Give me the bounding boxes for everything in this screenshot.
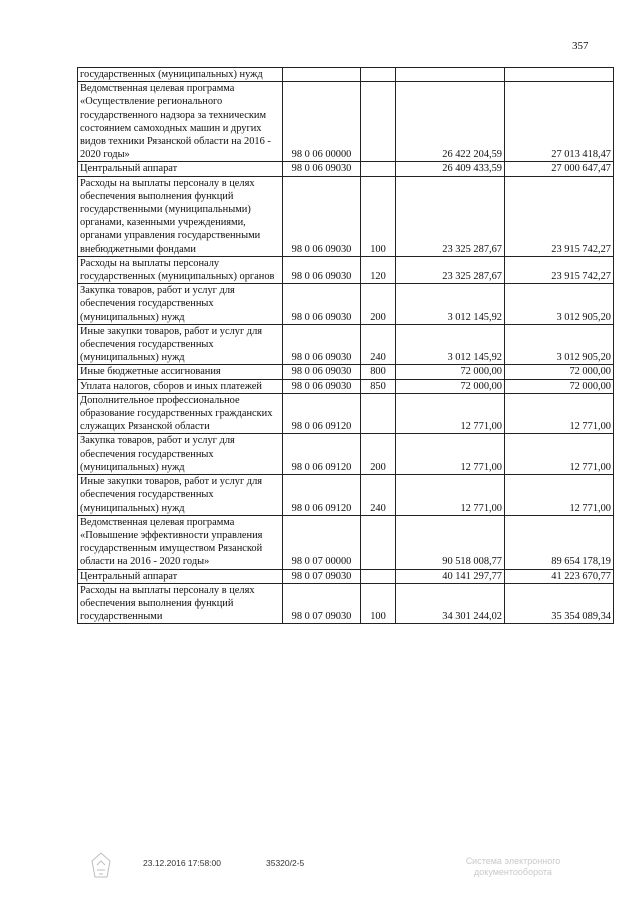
row-amount-2018: 23 915 742,27 xyxy=(505,256,614,283)
row-amount-2018: 23 915 742,27 xyxy=(505,176,614,256)
row-expense-type: 240 xyxy=(361,475,396,516)
table-row xyxy=(78,515,614,569)
watermark: Система электронного документооборота xyxy=(465,856,561,877)
row-expense-type: 100 xyxy=(361,176,396,256)
row-amount-2017: 3 012 145,92 xyxy=(396,324,505,365)
row-amount-2017: 72 000,00 xyxy=(396,365,505,379)
table-row xyxy=(78,82,614,162)
row-name: Закупка товаров, работ и услуг для обеспечения государственных (муниципальных) нужд xyxy=(78,434,283,475)
row-amount-2018: 3 012 905,20 xyxy=(505,324,614,365)
row-expense-type: 200 xyxy=(361,434,396,475)
table-row xyxy=(78,569,614,583)
row-amount-2017: 34 301 244,02 xyxy=(396,583,505,624)
table-row xyxy=(78,256,614,283)
page-number: 357 xyxy=(572,40,589,52)
table-row xyxy=(78,284,614,325)
seal-icon xyxy=(88,851,114,881)
row-amount-2018: 12 771,00 xyxy=(505,475,614,516)
row-expense-type xyxy=(361,68,396,82)
row-code: 98 0 06 09120 xyxy=(283,475,361,516)
row-amount-2018: 72 000,00 xyxy=(505,365,614,379)
row-amount-2018: 27 013 418,47 xyxy=(505,82,614,162)
row-name: государственных (муниципальных) нужд xyxy=(78,68,283,82)
row-code: 98 0 06 00000 xyxy=(283,82,361,162)
row-code: 98 0 06 09030 xyxy=(283,176,361,256)
row-name: Центральный аппарат xyxy=(78,162,283,176)
table-row xyxy=(78,176,614,256)
row-amount-2018: 3 012 905,20 xyxy=(505,284,614,325)
row-code: 98 0 06 09030 xyxy=(283,162,361,176)
row-name: Иные закупки товаров, работ и услуг для обеспечения государственных (муниципальных) нужд xyxy=(78,475,283,516)
row-amount-2018: 27 000 647,47 xyxy=(505,162,614,176)
table-row xyxy=(78,68,614,82)
table-row xyxy=(78,583,614,624)
row-amount-2017: 12 771,00 xyxy=(396,475,505,516)
row-amount-2017: 72 000,00 xyxy=(396,379,505,393)
table-row xyxy=(78,475,614,516)
row-amount-2018: 41 223 670,77 xyxy=(505,569,614,583)
row-code xyxy=(283,68,361,82)
row-name: Расходы на выплаты персоналу в целях обеспечения выполнения функций государственными (муниципальными) органами, казенными учреждениями, органами управления государственными внебюджетными фондами xyxy=(78,176,283,256)
row-expense-type: 800 xyxy=(361,365,396,379)
row-amount-2017: 40 141 297,77 xyxy=(396,569,505,583)
footer-datetime: 23.12.2016 17:58:00 xyxy=(143,858,221,868)
row-code: 98 0 06 09030 xyxy=(283,365,361,379)
row-name: Иные закупки товаров, работ и услуг для обеспечения государственных (муниципальных) нужд xyxy=(78,324,283,365)
row-name: Иные бюджетные ассигнования xyxy=(78,365,283,379)
budget-table xyxy=(77,67,614,624)
row-amount-2018: 12 771,00 xyxy=(505,434,614,475)
row-amount-2017: 90 518 008,77 xyxy=(396,515,505,569)
row-expense-type: 100 xyxy=(361,583,396,624)
row-amount-2017: 23 325 287,67 xyxy=(396,176,505,256)
row-expense-type xyxy=(361,569,396,583)
row-expense-type: 850 xyxy=(361,379,396,393)
row-code: 98 0 06 09030 xyxy=(283,324,361,365)
row-name: Ведомственная целевая программа «Повышение эффективности управления государственным имуществом Рязанской области на 2016 - 2020 годы» xyxy=(78,515,283,569)
row-name: Уплата налогов, сборов и иных платежей xyxy=(78,379,283,393)
row-name: Дополнительное профессиональное образование государственных гражданских служащих Рязанской области xyxy=(78,393,283,434)
row-expense-type: 120 xyxy=(361,256,396,283)
row-amount-2017: 23 325 287,67 xyxy=(396,256,505,283)
row-expense-type xyxy=(361,393,396,434)
row-amount-2018: 72 000,00 xyxy=(505,379,614,393)
row-code: 98 0 06 09030 xyxy=(283,256,361,283)
table-row xyxy=(78,324,614,365)
row-amount-2018: 89 654 178,19 xyxy=(505,515,614,569)
row-code: 98 0 06 09120 xyxy=(283,434,361,475)
row-expense-type xyxy=(361,82,396,162)
row-expense-type: 240 xyxy=(361,324,396,365)
row-amount-2017 xyxy=(396,68,505,82)
row-expense-type xyxy=(361,515,396,569)
row-name: Расходы на выплаты персоналу государственных (муниципальных) органов xyxy=(78,256,283,283)
table-row xyxy=(78,162,614,176)
row-amount-2017: 26 409 433,59 xyxy=(396,162,505,176)
row-amount-2018: 12 771,00 xyxy=(505,393,614,434)
table-row xyxy=(78,434,614,475)
row-code: 98 0 06 09120 xyxy=(283,393,361,434)
row-expense-type: 200 xyxy=(361,284,396,325)
row-code: 98 0 07 00000 xyxy=(283,515,361,569)
table-row xyxy=(78,379,614,393)
table-row xyxy=(78,365,614,379)
row-name: Расходы на выплаты персоналу в целях обеспечения выполнения функций государственными xyxy=(78,583,283,624)
row-amount-2017: 3 012 145,92 xyxy=(396,284,505,325)
row-name: Закупка товаров, работ и услуг для обеспечения государственных (муниципальных) нужд xyxy=(78,284,283,325)
table-row xyxy=(78,393,614,434)
row-name: Ведомственная целевая программа «Осуществление регионального государственного надзора за техническим состоянием самоходных машин и других видов техники Рязанской области на 2016 - 2020 годы» xyxy=(78,82,283,162)
row-code: 98 0 07 09030 xyxy=(283,569,361,583)
row-code: 98 0 06 09030 xyxy=(283,379,361,393)
row-expense-type xyxy=(361,162,396,176)
row-code: 98 0 07 09030 xyxy=(283,583,361,624)
row-amount-2017: 12 771,00 xyxy=(396,434,505,475)
row-amount-2017: 12 771,00 xyxy=(396,393,505,434)
row-code: 98 0 06 09030 xyxy=(283,284,361,325)
row-amount-2017: 26 422 204,59 xyxy=(396,82,505,162)
row-amount-2018 xyxy=(505,68,614,82)
footer-doc-number: 35320/2-5 xyxy=(266,858,305,868)
row-amount-2018: 35 354 089,34 xyxy=(505,583,614,624)
row-name: Центральный аппарат xyxy=(78,569,283,583)
